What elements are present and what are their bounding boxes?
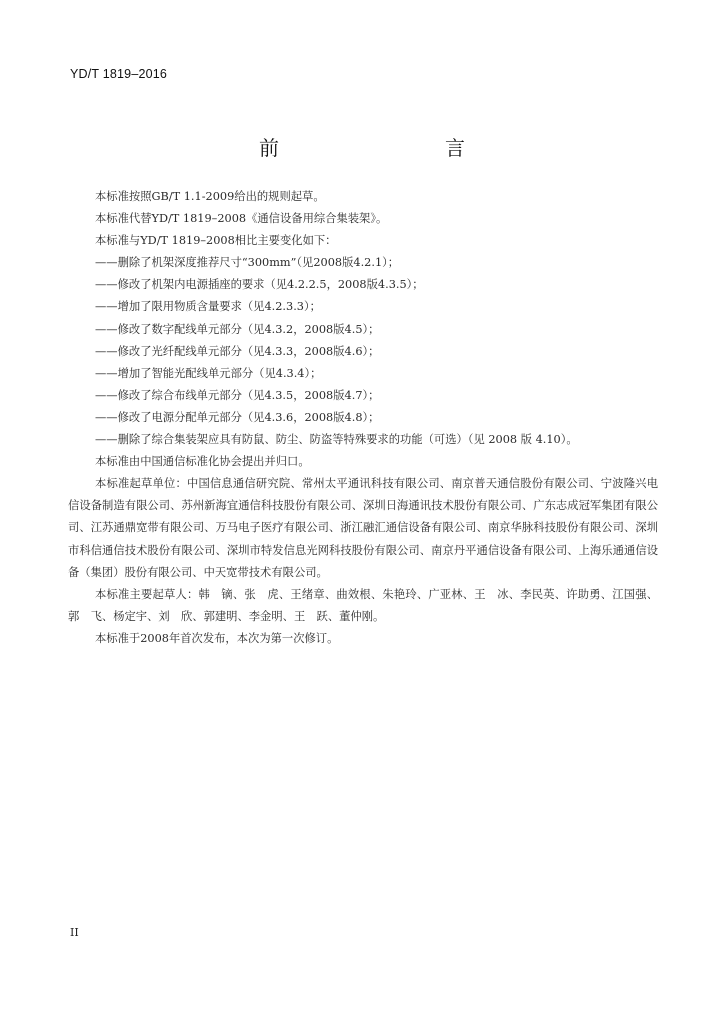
foreword-body (68, 186, 658, 650)
change-item: ——删除了机架深度推荐尺寸“300mm”（见2008版4.2.1）； (95, 256, 400, 270)
drafting-units-paragraph: 本标准起草单位：中国信息通信研究院、常州太平通讯科技有限公司、南京普天通信股份有限公司、宁波隆兴电信设备制造有限公司、苏州新海宜通信科技股份有限公司、深圳日海通讯技术股份有限公司、广东志成冠军集团有限公司、江苏通鼎宽带有限公司、万马电子医疗有限公司、浙江融汇通信设备有限公司、南京华脉科技股份有限公司、深圳市科信通信技术股份有限公司、深圳市特发信息光网科技股份有限公司、南京丹平通信设备有限公司、上海乐通通信设备（集团）股份有限公司、中天宽带技术有限公司。 (68, 477, 658, 579)
proposer-line: 本标准由中国通信标准化协会提出并归口。 (95, 455, 310, 469)
change-item: ——增加了限用物质含量要求（见4.2.3.3）； (95, 300, 321, 314)
standard-number-header: YD/T 1819–2016 (70, 67, 168, 81)
replacement-line: 本标准代替YD/T 1819–2008《通信设备用综合集装架》。 (95, 212, 388, 226)
change-item: ——修改了光纤配线单元部分（见4.3.3，2008版4.6）； (95, 344, 380, 358)
change-item: ——修改了机架内电源插座的要求（见4.2.2.5，2008版4.3.5）； (95, 278, 424, 292)
change-item: ——增加了智能光配线单元部分（见4.3.4）； (95, 366, 322, 380)
change-item: ——修改了数字配线单元部分（见4.3.2，2008版4.5）； (95, 322, 380, 336)
change-item: ——修改了电源分配单元部分（见4.3.6，2008版4.8）； (95, 410, 380, 424)
changes-intro-line: 本标准与YD/T 1819–2008相比主要变化如下： (95, 234, 337, 248)
change-item: ——删除了综合集装架应具有防鼠、防尘、防盗等特殊要求的功能（可选）（见 2008 版 4.10）。 (95, 433, 578, 447)
change-item: ——修改了综合布线单元部分（见4.3.5，2008版4.7）； (95, 388, 380, 402)
page-number: II (70, 926, 79, 939)
drafting-rule-line: 本标准按照GB/T 1.1-2009给出的规则起草。 (95, 190, 325, 203)
drafters-paragraph: 本标准主要起草人：韩 镝、张 虎、王绪章、曲效根、朱艳玲、广亚林、王 冰、李民英、许助勇、江国强、郭 飞、杨定宇、刘 欣、郭建明、李金明、王 跃、董仲刚。 (68, 587, 658, 623)
release-history-line: 本标准于2008年首次发布，本次为第一次修订。 (95, 631, 339, 645)
page-title: 前 言 (259, 136, 507, 160)
